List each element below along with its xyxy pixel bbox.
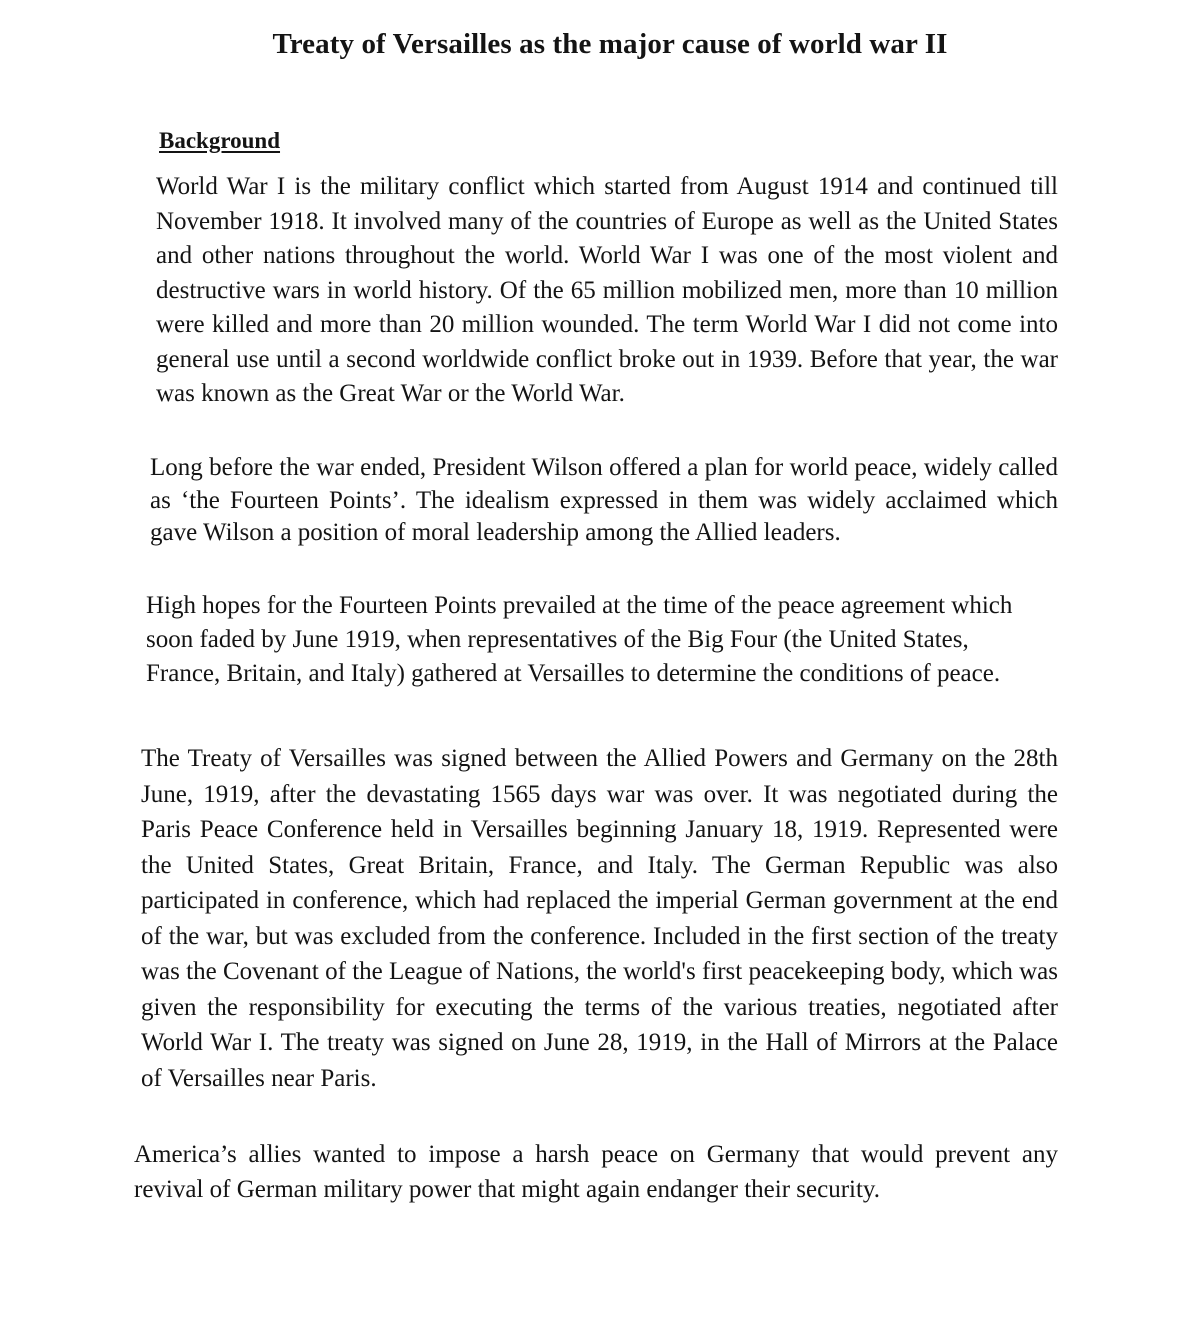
paragraph-4: The Treaty of Versailles was signed between the Allied Powers and Germany on the 28th June, 1919, after the devastating 1565 days war was over. It was negotiated during the Paris Peace Conference held in Versailles beginning January 18, 1919. Represented were the United States, Great Britain, France, and Italy. The German Republic was also participated in conference, which had replaced the imperial German government at the end of the war, but was excluded from the conference. Included in the first section of the treaty was the Covenant of the League of Nations, the world's first peacekeeping body, which was given the responsibility for executing the terms of the various treaties, negotiated after World War I. The treaty was signed on June 28, 1919, in the Hall of Mirrors at the Palace of Versailles near Paris. xyxy=(141,745,1058,1092)
document-title: Treaty of Versailles as the major cause of world war II xyxy=(272,28,948,60)
paragraph-1: World War I is the military conflict which started from August 1914 and continued till November 1918. It involved many of the countries of Europe as well as the United States and other nations throughout the world. World War I was one of the most violent and destructive wars in world history. Of the 65 million mobilized men, more than 10 million were killed and more than 20 million wounded. The term World War I did not come into general use until a second worldwide conflict broke out in 1939. Before that year, the war was known as the Great War or the World War. xyxy=(156,173,1058,407)
paragraph-2: Long before the war ended, President Wilson offered a plan for world peace, widely called as ‘the Fourteen Points’. The idealism expressed in them was widely acclaimed which gave Wilson a position of moral leadership among the Allied leaders. xyxy=(150,454,1058,546)
paragraph-5: America’s allies wanted to impose a harsh peace on Germany that would prevent any revival of German military power that might again endanger their security. xyxy=(134,1141,1058,1203)
section-heading-background: Background xyxy=(159,128,281,153)
paragraph-3: High hopes for the Fourteen Points prevailed at the time of the peace agreement which soon faded by June 1919, when representatives of the Big Four (the United States, France, Britain, and Italy) gathered at Versailles to determine the conditions of peace. xyxy=(146,592,1013,687)
